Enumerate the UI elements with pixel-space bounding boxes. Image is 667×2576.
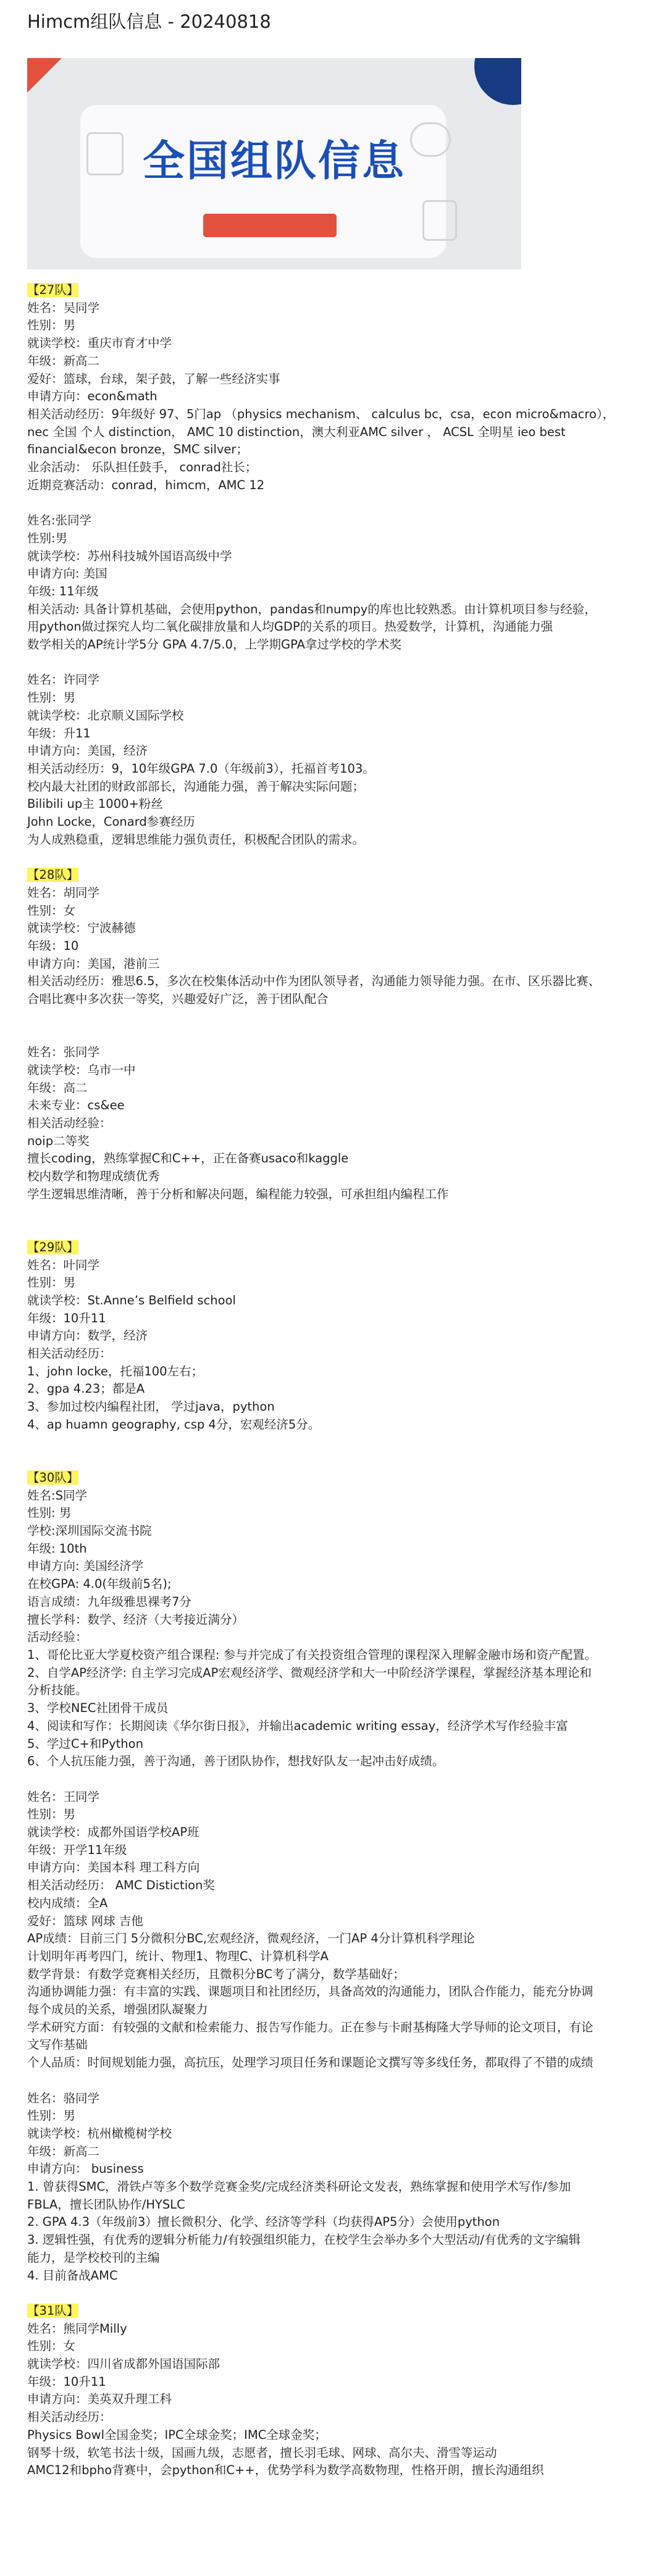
text-line: 数学背景：有数学竞赛相关经历，且微积分BC考了满分，数学基础好；	[27, 1966, 405, 1981]
text-line: 相关活动经验：	[27, 1115, 112, 1130]
text-line: 申请方向: 美国经济学	[27, 1559, 144, 1574]
blank-line	[27, 1203, 640, 1221]
text-line: nec 全国 个人 distinction， AMC 10 distinction，澳大利亚AMC silver ， ACSL 全明星 ieo best	[27, 424, 566, 439]
text-line: 3、参加过校内编程社团， 学过java，python	[27, 1399, 275, 1414]
team-heading-label: 【29队】	[27, 1240, 79, 1254]
text-line: 爱好：篮球，台球，架子鼓，了解一些经济实事	[27, 371, 280, 386]
text-line: 就读学校：重庆市育才中学	[27, 336, 172, 351]
text-line: 分析技能。	[27, 1683, 88, 1698]
text-line: 年级：新高二	[27, 353, 100, 368]
team-heading-label: 【28队】	[27, 868, 79, 883]
text-line: 性别:男	[27, 531, 68, 545]
text-line: 3. 逻辑性强，有优秀的逻辑分析能力/有较强组织能力，在校学生会举办多个大型活动/有优秀的文字编辑	[27, 2233, 581, 2247]
text-line: noip二等奖	[27, 1133, 90, 1148]
team-heading	[27, 2302, 640, 2320]
text-line: 年级：新高二	[27, 2144, 100, 2159]
text-line: 4、ap huamn geography, csp 4分，宏观经济5分。	[27, 1417, 321, 1432]
blank-line	[27, 849, 640, 866]
text-line: 为人成熟稳重，逻辑思维能力强负责任，积极配合团队的需求。	[27, 832, 365, 847]
text-line: AP成绩：目前三门 5分微积分BC,宏观经济，微观经济，一门AP 4分计算机科学理论	[27, 1931, 475, 1946]
text-line: 合唱比赛中多次获一等奖，兴趣爱好广泛，善于团队配合	[27, 992, 329, 1007]
text-line: 姓名：熊同学Milly	[27, 2321, 127, 2336]
banner-blue-corner	[474, 58, 521, 105]
text-line: 年级：10	[27, 938, 79, 953]
blank-line	[27, 1221, 640, 1239]
team-heading-label: 【30队】	[27, 1470, 79, 1485]
team-heading	[27, 1239, 640, 1257]
text-line: 擅长学科：数学、经济（大考接近满分）	[27, 1612, 245, 1627]
text-line: financial&econ bronze，SMC silver；	[27, 442, 248, 457]
text-line: 姓名:张同学	[27, 513, 92, 528]
text-line: 姓名：胡同学	[27, 885, 100, 900]
text-line: 申请方向：美国，经济	[27, 744, 148, 758]
text-line: FBLA，擅长团队协作/HYSLC	[27, 2197, 185, 2212]
text-line: 性别：男	[27, 1807, 76, 1822]
text-line: 爱好：篮球 网球 吉他	[27, 1913, 143, 1928]
team-heading	[27, 866, 640, 884]
text-line: 校内数学和物理成绩优秀	[27, 1169, 160, 1184]
text-line: 性别：男	[27, 1275, 76, 1290]
text-line: 每个成员的关系，增强团队凝聚力	[27, 2002, 208, 2017]
text-line: 申请方向：数学，经济	[27, 1328, 148, 1343]
text-line: 2、gpa 4.23；都是A	[27, 1382, 145, 1396]
blank-line	[27, 2072, 640, 2090]
text-line: 未来专业：cs&ee	[27, 1098, 125, 1113]
banner-red-corner	[27, 58, 62, 93]
text-line: 擅长coding，熟练掌握C和C++，正在备赛usaco和kaggle	[27, 1151, 349, 1166]
blank-line	[27, 1026, 640, 1044]
text-line: 6、个人抗压能力强，善于沟通，善于团队协作，想找好队友一起冲击好成绩。	[27, 1754, 445, 1769]
text-line: 性别：男	[27, 318, 76, 333]
text-line: 3、学校NEC社团骨干成员	[27, 1701, 169, 1716]
text-line: 姓名：许同学	[27, 673, 100, 687]
text-line: 性别：男	[27, 2108, 76, 2123]
text-line: 校内成绩：全A	[27, 1895, 108, 1910]
text-line: 4、阅读和写作：长期阅读《华尔街日报》，并输出academic writing essay，经济学术写作经验丰富	[27, 1718, 568, 1733]
text-line: 年级: 10th	[27, 1541, 87, 1556]
text-line: 1. 曾获得SMC，滑铁卢等多个数学竞赛金奖/完成经济类科研论文发表，熟练掌握和使用学术写作/参加	[27, 2180, 571, 2194]
blank-line	[27, 494, 640, 512]
text-line: 年级：10升11	[27, 1311, 106, 1325]
text-line: 年级：升11	[27, 726, 91, 740]
text-line: 申请方向：美国，港前三	[27, 956, 160, 971]
text-line: AMC12和bpho背赛中，会python和C++，优势学科为数学高数物理，性格开朗，擅长沟通组织	[27, 2463, 544, 2478]
text-line: 2、自学AP经济学: 自主学习完成AP宏观经济学、微观经济学和大一中阶经济学课程，掌握经济基本理论和	[27, 1665, 592, 1680]
banner-red-bar	[203, 214, 337, 237]
text-line: 就读学校：北京顺义国际学校	[27, 708, 184, 723]
text-line: 申请方向： business	[27, 2162, 144, 2176]
banner-image	[27, 58, 521, 269]
text-line: 个人品质：时间规划能力强，高抗压，处理学习项目任务和课题论文撰写等多线任务，都取得了不错的成绩	[27, 2055, 594, 2070]
text-line: 学术研究方面：有较强的文献和检索能力、报告写作能力。正在参与卡耐基梅隆大学导师的论文项目，有论	[27, 2020, 594, 2034]
text-line: 活动经验：	[27, 1630, 88, 1645]
text-line: 就读学校：宁波赫德	[27, 921, 136, 936]
blank-line	[27, 1009, 640, 1026]
text-line: 近期竞赛活动：conrad，himcm，AMC 12	[27, 477, 265, 492]
text-line: 姓名：叶同学	[27, 1257, 100, 1272]
text-line: 申请方向：美国本科 理工科方向	[27, 1860, 200, 1875]
text-line: 计划明年再考四门，统计、物理1、物理C、计算机科学A	[27, 1949, 329, 1963]
text-line: 性别：女	[27, 2339, 76, 2354]
text-line: 相关活动经历：9，10年级GPA 7.0（年级前3），托福首考103。	[27, 761, 375, 776]
text-line: 年级: 11年级	[27, 584, 99, 598]
text-line: 数学相关的AP统计学5分 GPA 4.7/5.0，上学期GPA拿过学校的学术奖	[27, 637, 401, 652]
text-line: 相关活动经历：雅思6.5，多次在校集体活动中作为团队领导者，沟通能力领导能力强。在市、区乐器比赛、	[27, 974, 601, 989]
text-line: 相关活动经历：	[27, 2410, 112, 2425]
text-line: John Locke，Conard参赛经历	[27, 815, 195, 829]
text-line: 申请方向: 美国	[27, 566, 107, 581]
text-line: 年级：高二	[27, 1080, 88, 1095]
text-line: 1、john locke，托福100左右；	[27, 1364, 204, 1378]
text-line: 性别: 男	[27, 1506, 72, 1521]
text-line: 申请方向：econ&math	[27, 389, 157, 404]
text-line: 姓名:S同学	[27, 1488, 87, 1503]
text-line: 5、学过C+和Python	[27, 1736, 143, 1751]
text-line: Physics Bowl全国金奖；IPC全球金奖；IMC全球金奖；	[27, 2427, 327, 2442]
team-info-content	[27, 282, 640, 2480]
text-line: 钢琴十级，软笔书法十级，国画九级，志愿者，擅长羽毛球、网球、高尔夫、滑雪等运动	[27, 2445, 497, 2460]
team-heading	[27, 1469, 640, 1487]
text-line: 就读学校：乌市一中	[27, 1062, 136, 1077]
banner-decoration-icon	[422, 200, 457, 241]
text-line: 申请方向：美英双升理工科	[27, 2392, 172, 2407]
text-line: 文写作基础	[27, 2037, 88, 2052]
text-line: 就读学校：成都外国语学校AP班	[27, 1825, 199, 1840]
text-line: Bilibili up主 1000+粉丝	[27, 797, 163, 812]
text-line: 4. 目前备战AMC	[27, 2268, 118, 2283]
text-line: 姓名：吴同学	[27, 300, 100, 315]
text-line: 相关活动经历： AMC Distiction奖	[27, 1878, 215, 1893]
text-line: 就读学校：杭州橄榄树学校	[27, 2126, 172, 2141]
text-line: 业余活动： 乐队担任鼓手， conrad社长；	[27, 460, 258, 475]
text-line: 相关活动经历：9年级好 97、5门ap （physics mechanism、 calculus bc，csa，econ micro&macro），	[27, 406, 615, 421]
text-line: 沟通协调能力强：有丰富的实践、课题项目和社团经历，具备高效的沟通能力，团队合作能力，能充分协调	[27, 1984, 594, 1999]
team-heading	[27, 282, 640, 300]
blank-line	[27, 2284, 640, 2302]
text-line: 在校GPA: 4.0(年级前5名);	[27, 1577, 172, 1592]
text-line: 就读学校：St.Anne’s Belfield school	[27, 1293, 236, 1307]
text-line: 能力，是学校校刊的主编	[27, 2250, 160, 2265]
text-line: 校内最大社团的财政部部长，沟通能力强，善于解决实际问题；	[27, 779, 365, 794]
text-line: 姓名：王同学	[27, 1789, 100, 1804]
text-line: 姓名：骆同学	[27, 2091, 100, 2105]
text-line: 年级：10升11	[27, 2374, 106, 2389]
text-line: 2. GPA 4.3（年级前3）擅长微积分、化学、经济等学科（均获得AP5分）会使用python	[27, 2215, 500, 2230]
text-line: 性别：女	[27, 903, 76, 918]
text-line: 就读学校：苏州科技城外国语高级中学	[27, 548, 232, 563]
text-line: 1、哥伦比亚大学夏校资产组合课程: 参与并完成了有关投资组合管理的课程深入理解金融市场和资产配置。	[27, 1648, 597, 1662]
team-heading-label: 【27队】	[27, 283, 79, 297]
blank-line	[27, 1451, 640, 1469]
text-line: 用python做过探究人均二氧化碳排放量和人均GDP的关系的项目。热爱数学，计算机，沟通能力强	[27, 619, 553, 634]
text-line: 性别：男	[27, 690, 76, 705]
text-line: 年级：开学11年级	[27, 1842, 127, 1857]
blank-line	[27, 1771, 640, 1789]
text-line: 就读学校：四川省成都外国语国际部	[27, 2357, 220, 2372]
banner-title: 全国组队信息	[142, 137, 406, 186]
blank-line	[27, 654, 640, 672]
document-title: Himcm组队信息 - 20240818	[27, 11, 271, 32]
text-line: 相关活动经历：	[27, 1346, 112, 1361]
text-line: 姓名：张同学	[27, 1045, 100, 1060]
text-line: 学校:深圳国际交流书院	[27, 1524, 152, 1538]
text-line: 学生逻辑思维清晰，善于分析和解决问题，编程能力较强，可承担组内编程工作	[27, 1186, 449, 1201]
team-heading-label: 【31队】	[27, 2303, 79, 2318]
blank-line	[27, 1434, 640, 1452]
text-line: 语言成绩：九年级雅思裸考7分	[27, 1594, 191, 1609]
text-line: 相关活动: 具备计算机基础，会使用python，pandas和numpy的库也比较熟悉。由计算机项目参与经验，	[27, 602, 597, 616]
